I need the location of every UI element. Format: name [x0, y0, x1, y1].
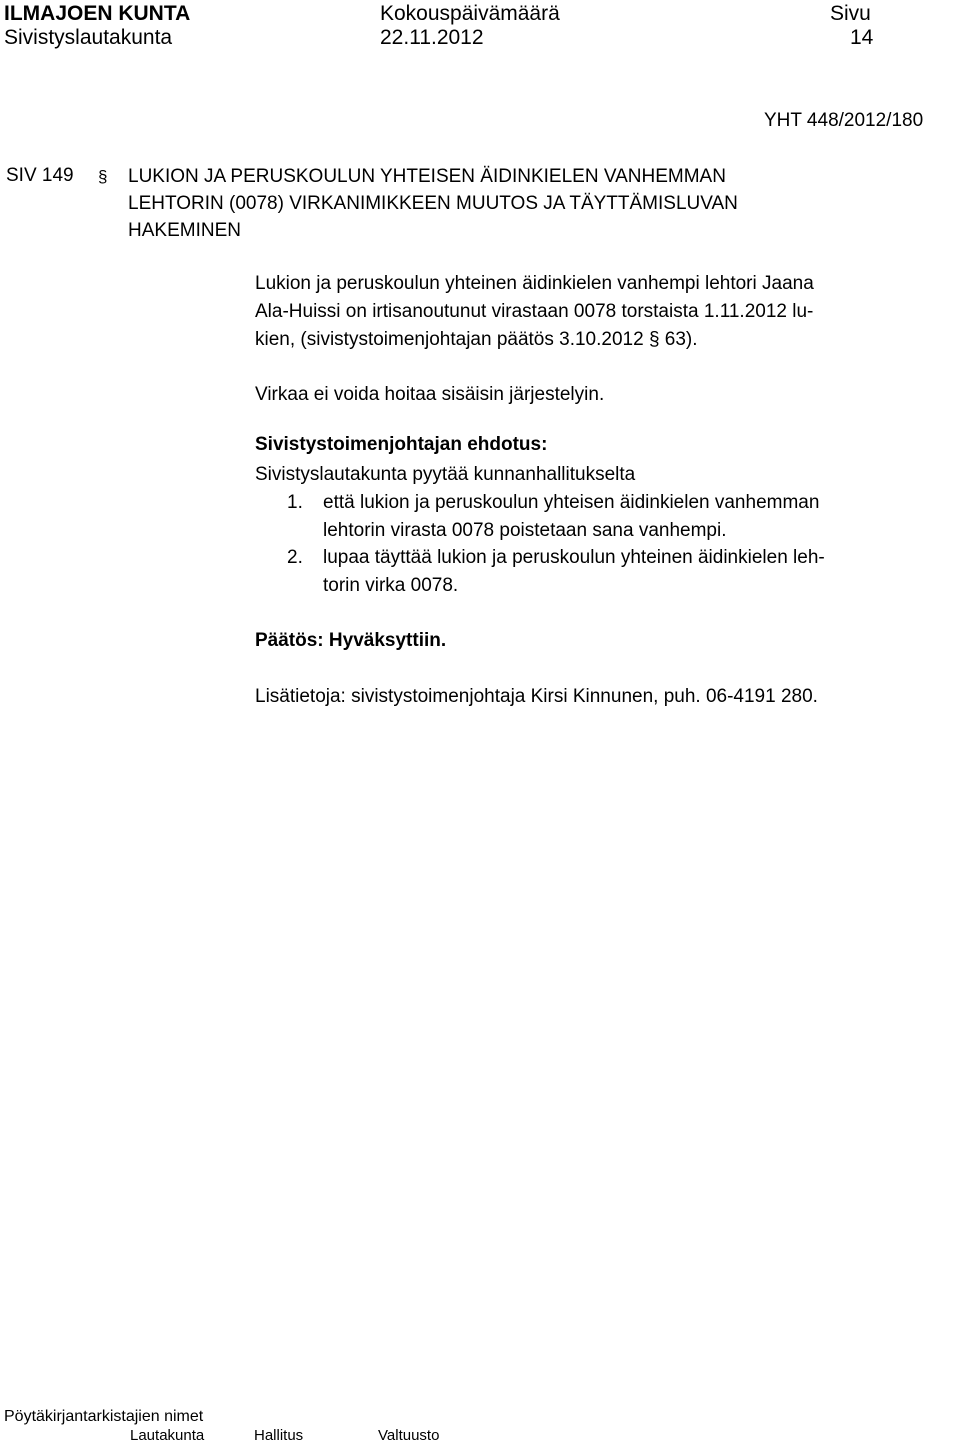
page-number: 14: [850, 26, 874, 49]
body-paragraph: [255, 270, 814, 354]
proposal-intro: Sivistyslautakunta pyytää kunnanhallitukselta: [255, 464, 636, 485]
section-number: SIV 149: [6, 165, 74, 186]
footer-checkers-label: Pöytäkirjantarkistajien nimet: [4, 1408, 204, 1425]
list-item-line: että lukion ja peruskoulun yhteisen äidinkielen vanhemman: [323, 492, 820, 513]
body-line: Lukion ja peruskoulun yhteinen äidinkielen vanhempi lehtori Jaana: [255, 273, 814, 294]
list-item: [323, 544, 825, 600]
section-title: [128, 163, 738, 244]
board-name: Sivistyslautakunta: [4, 26, 173, 49]
section-title-line: LUKION JA PERUSKOULUN YHTEISEN ÄIDINKIELEN VANHEMMAN: [128, 166, 726, 187]
page-label: Sivu: [830, 2, 871, 25]
case-reference: YHT 448/2012/180: [764, 110, 924, 131]
list-item-line: lupaa täyttää lukion ja peruskoulun yhteinen äidinkielen leh-: [323, 547, 825, 568]
list-item-line: torin virka 0078.: [323, 575, 459, 596]
list-item-line: lehtorin virasta 0078 poistetaan sana vanhempi.: [323, 520, 727, 541]
footer-column-government: Hallitus: [254, 1427, 304, 1444]
contact-info: Lisätietoja: sivistystoimenjohtaja Kirsi Kinnunen, puh. 06-4191 280.: [255, 686, 818, 707]
meeting-date-value: 22.11.2012: [380, 26, 484, 49]
body-paragraph-2: Virkaa ei voida hoitaa sisäisin järjestelyin.: [255, 384, 605, 405]
decision: Päätös: Hyväksyttiin.: [255, 630, 447, 651]
list-item-number: 2.: [287, 547, 303, 568]
section-title-line: LEHTORIN (0078) VIRKANIMIKKEEN MUUTOS JA TÄYTTÄMISLUVAN: [128, 193, 738, 214]
section-title-line: HAKEMINEN: [128, 220, 241, 241]
meeting-date-label: Kokouspäivämäärä: [380, 2, 560, 25]
body-line: Ala-Huissi on irtisanoutunut virastaan 0078 torstaista 1.11.2012 lu-: [255, 301, 814, 322]
footer-column-board: Lautakunta: [130, 1427, 205, 1444]
footer-column-council: Valtuusto: [378, 1427, 440, 1444]
list-item: [323, 489, 819, 545]
paragraph-symbol: §: [98, 167, 108, 186]
proposal-heading: Sivistystoimenjohtajan ehdotus:: [255, 434, 548, 455]
organization-name: ILMAJOEN KUNTA: [4, 2, 191, 25]
body-line: kien, (sivistystoimenjohtajan päätös 3.10.2012 § 63).: [255, 329, 698, 350]
list-item-number: 1.: [287, 492, 303, 513]
